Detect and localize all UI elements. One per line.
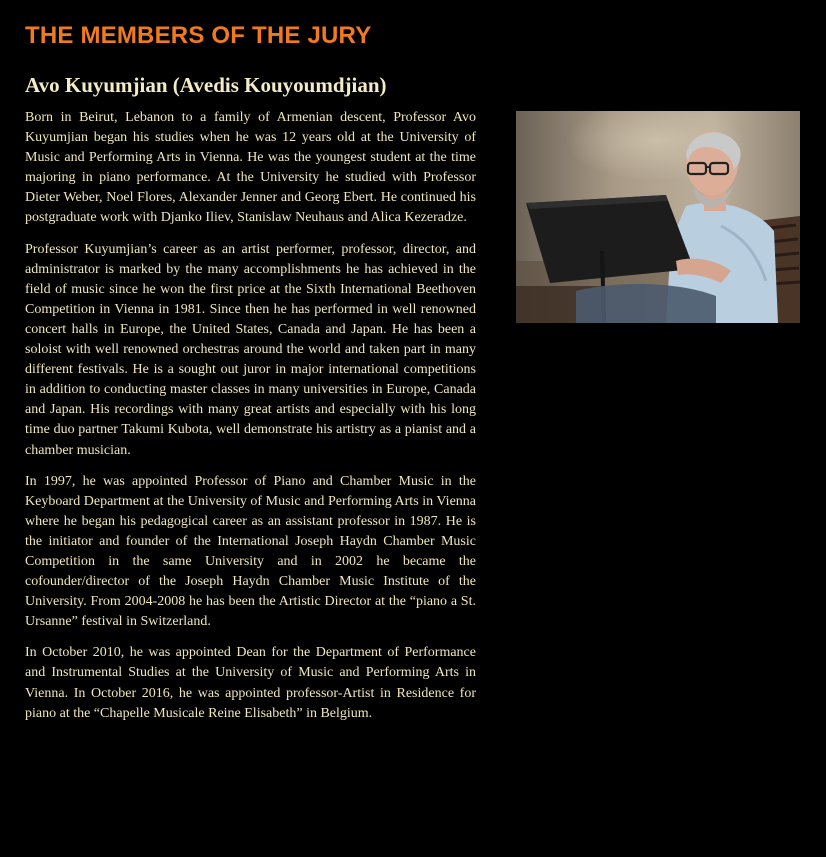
bio-paragraph: Born in Beirut, Lebanon to a family of Armenian descent, Professor Avo Kuyumjian began his studies when he was 12 years old at the University of Music and Performing Arts in Vienna. He was the youngest student at the time majoring in piano performance. At the University he studied with Professor Dieter Weber, Noel Flores, Alexander Jenner and Georg Ebert. He continued his postgraduate work with Djanko Iliev, Stanislaw Neuhaus and Alica Kezeradze. [25, 110, 476, 226]
bio-paragraph: In 1997, he was appointed Professor of Piano and Chamber Music in the Keyboard Department at the University of Music and Performing Arts in Vienna where he began his pedagogical career as an assistant professor in 1987. He is the initiator and founder of the International Joseph Haydn Chamber Music Competition in the same University and in 2002 he became the cofounder/director of the Joseph Haydn Chamber Music Institute of the University. From 2004-2008 he has been the Artistic Director at the “piano a St. Ursanne” festival in Switzerland. [25, 473, 476, 630]
section-title: THE MEMBERS OF THE JURY [25, 22, 372, 49]
jury-member-name: Avo Kuyumjian (Avedis Kouyoumdjian) [25, 73, 387, 97]
biography [25, 108, 476, 735]
bio-paragraph: Professor Kuyumjian’s career as an artist performer, professor, director, and administrator is marked by the many accomplishments he has achieved in the field of music since he won the first price at the Sixth International Beethoven Competition in Vienna in 1981. Since then he has performed in well renowned concert halls in Europe, the United States, Canada and Japan. He has been a soloist with well renowned orchestras around the world and taken part in many different festivals. He is a sought out juror in major international competitions in addition to conducting master classes in many universities in Europe, Canada and Japan. His recordings with many great artists and especially with his long time duo partner Takumi Kubota, well demonstrate his artistry as a pianist and a chamber musician. [25, 241, 476, 458]
member-photo [516, 111, 800, 323]
bio-paragraph: In October 2010, he was appointed Dean for the Department of Performance and Instrumental Studies at the University of Music and Performing Arts in Vienna. In October 2016, he was appointed professor-Artist in Residence for piano at the “Chapelle Musicale Reine Elisabeth” in Belgium. [25, 645, 476, 721]
